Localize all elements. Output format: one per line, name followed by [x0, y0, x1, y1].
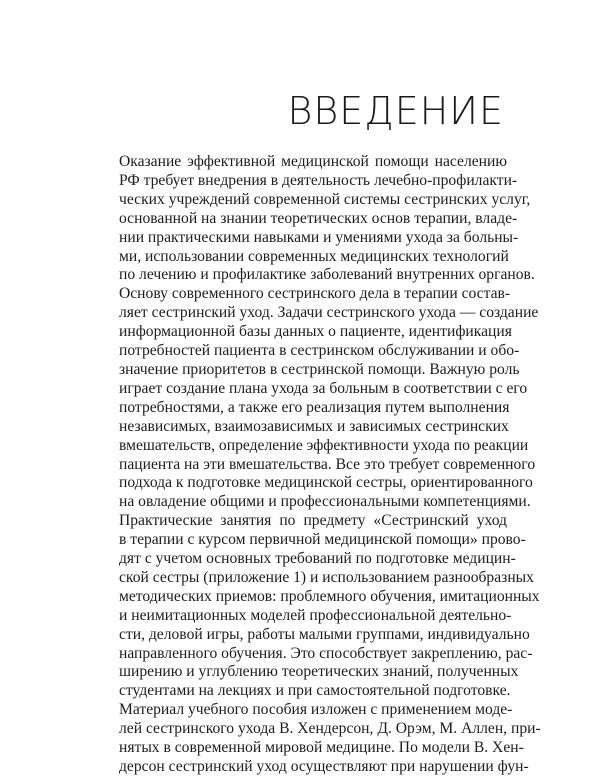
text-line: по лечению и профилактике заболеваний внутренних органов.	[119, 266, 535, 284]
text-line: вмешательств, определение эффективности ухода по реакции	[119, 436, 529, 454]
chapter-title: ВВЕДЕНИЕ	[287, 89, 504, 133]
text-line: информационной базы данных о пациенте, идентификация	[119, 323, 512, 341]
text-line: нятых в современной мировой медицине. По модели В. Хен-	[119, 739, 524, 757]
text-line: Практические занятия по предмету «Сестринский уход	[119, 512, 507, 530]
text-line: дерсон сестринский уход осуществляют при нарушении фун-	[119, 758, 529, 775]
paragraph	[103, 153, 535, 285]
text-line: лей сестринского ухода В. Хендерсон, Д. Орэм, М. Аллен, при-	[119, 720, 541, 738]
text-line: ширению и углублению теоретических знаний, полученных	[119, 663, 519, 681]
paragraph	[103, 512, 540, 701]
body-text	[103, 153, 541, 777]
text-line: и неимитационных моделей профессиональной деятельно-	[119, 606, 512, 624]
text-line: сти, деловой игры, работы малыми группами, индивидуально	[119, 625, 530, 643]
text-line: основанной на знании теоретических основ терапии, владе-	[119, 209, 518, 227]
text-line: ческих учреждений современной системы сестринских услуг,	[119, 190, 531, 208]
text-line: направленного обучения. Это способствует закреплению, рас-	[119, 644, 533, 662]
text-line: студентами на лекциях и при самостоятельной подготовке.	[119, 682, 511, 700]
text-line: в терапии с курсом первичной медицинской помощи» прово-	[119, 531, 526, 549]
text-line: потребностей пациента в сестринском обслуживании и обо-	[119, 342, 520, 360]
text-line: ской сестры (приложение 1) и использованием разнообразных	[119, 568, 534, 586]
text-line: играет создание плана ухода за больным в соответствии с его	[119, 379, 528, 397]
text-line: дят с учетом основных требований по подготовке медицин-	[119, 550, 516, 568]
text-line: значение приоритетов в сестринской помощи. Важную роль	[119, 360, 520, 378]
text-line: Материал учебного пособия изложен с применением моде-	[119, 701, 513, 719]
text-line: Основу современного сестринского дела в терапии состав-	[119, 285, 511, 303]
text-line: методических приемов: проблемного обучения, имитационных	[119, 587, 540, 605]
paragraph	[103, 701, 541, 777]
text-line: РФ требует внедрения в деятельность лечебно-профилакти-	[119, 171, 518, 189]
text-line: на овладение общими и профессиональными компетенциями.	[119, 493, 531, 511]
text-line: пациента на эти вмешательства. Все это требует современного	[119, 455, 536, 473]
text-line: независимых, взаимозависимых и зависимых сестринских	[119, 417, 509, 435]
text-line: ляет сестринский уход. Задачи сестринского ухода — создание	[119, 304, 539, 322]
text-line: Оказание эффективной медицинской помощи населению	[119, 153, 507, 170]
text-line: подхода к подготовке медицинской сестры, ориентированного	[119, 474, 533, 492]
text-line: ми, использовании современных медицинских технологий	[119, 247, 509, 265]
text-line: потребностями, а также его реализация путем выполнения	[119, 398, 510, 416]
paragraph	[103, 285, 539, 512]
text-line: нии практическими навыками и умениями ухода за больны-	[119, 228, 519, 246]
